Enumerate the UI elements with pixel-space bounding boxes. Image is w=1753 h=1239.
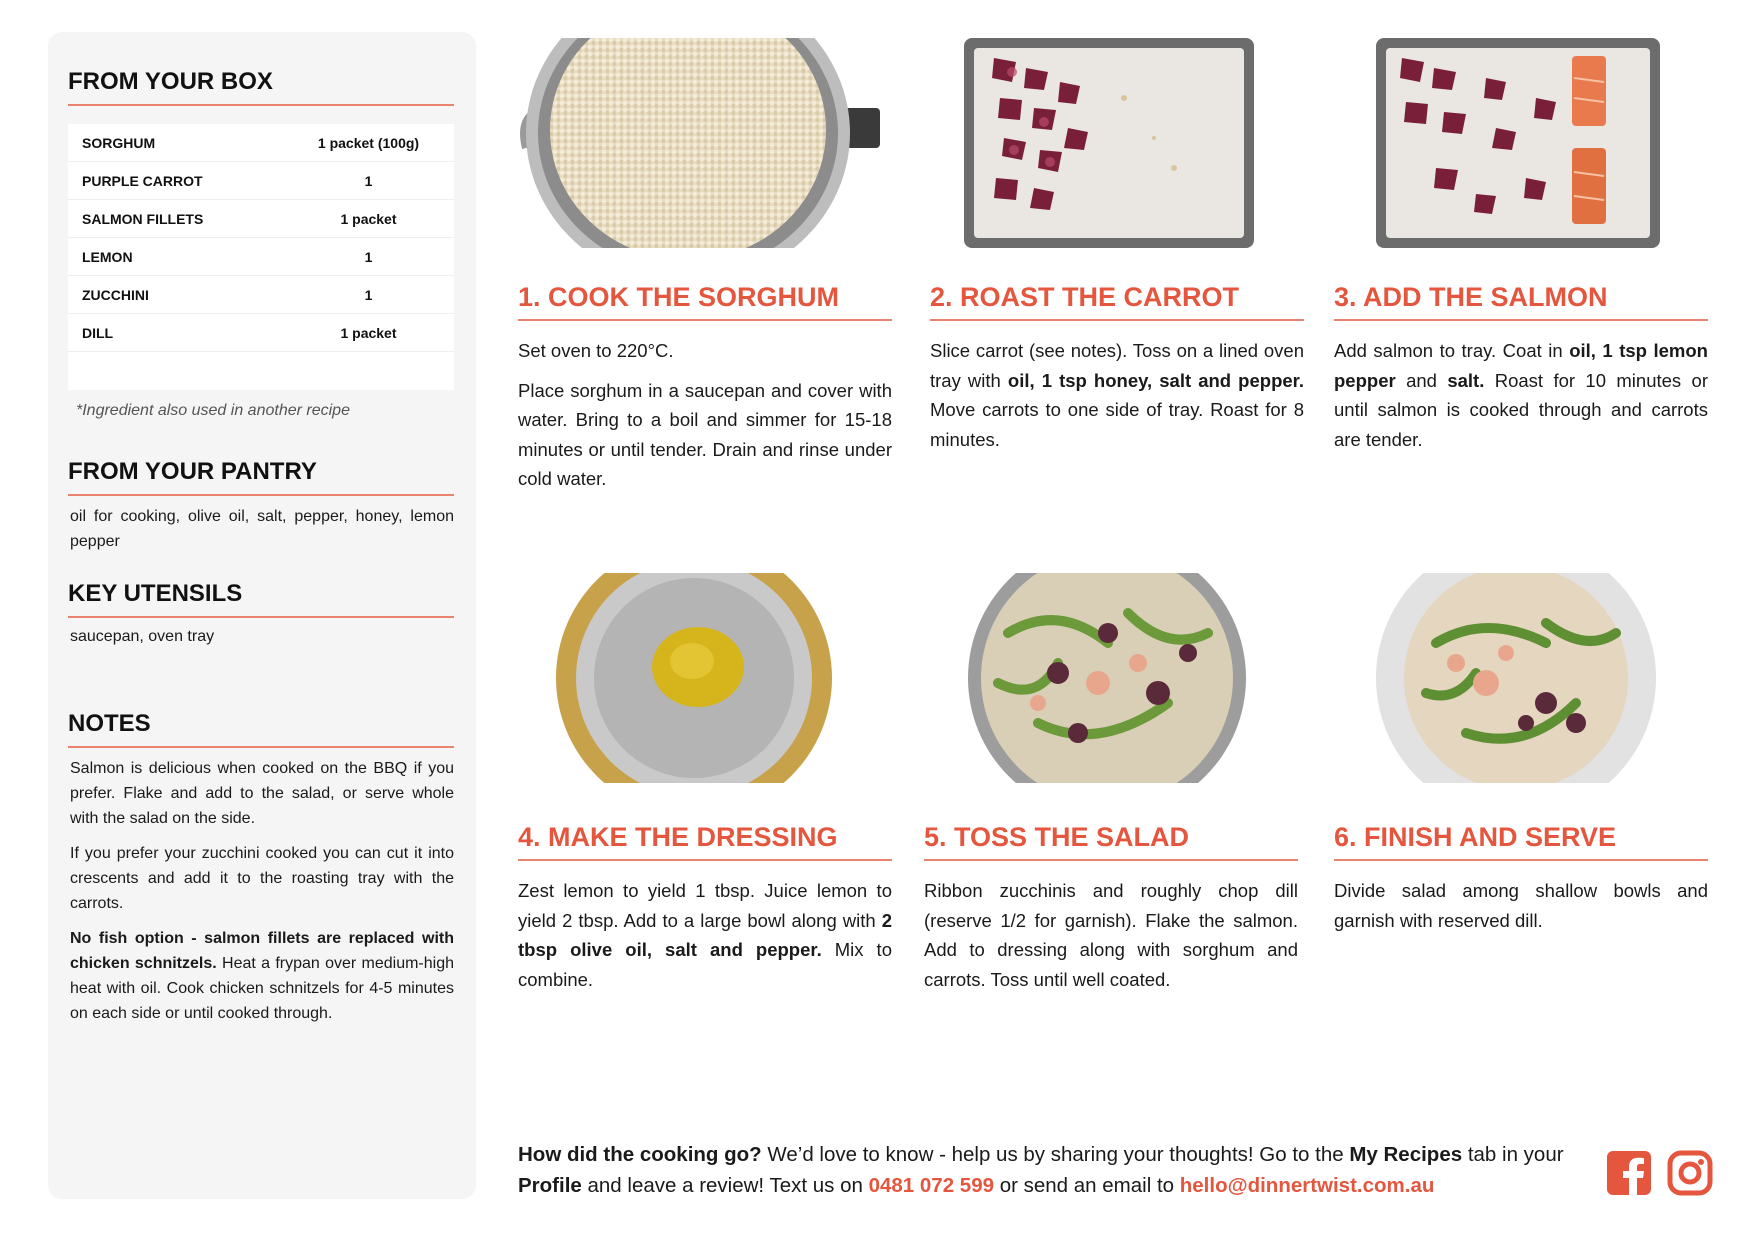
phone-link[interactable]: 0481 072 599: [868, 1174, 994, 1197]
ingredient-qty: 1: [364, 172, 373, 189]
feedback-question: How did the cooking go?: [518, 1143, 762, 1166]
ingredient-row: [68, 200, 454, 238]
step-text: Zest lemon to yield 1 tbsp. Juice lemon to yield 2 tbsp. Add to a large bowl along with: [518, 880, 892, 931]
step-text-bold: oil, 1 tsp honey, salt and pepper.: [1007, 369, 1304, 391]
step-3-photo: [1376, 38, 1660, 248]
ingredient-qty: 1: [364, 286, 373, 303]
ingredient-name: LEMON: [82, 248, 133, 265]
step-4-text: [518, 876, 892, 1004]
ingredient-qty: 1 packet: [340, 324, 397, 341]
note-text: Heat a frypan over medium-high heat with oil. Cook chicken schnitzels for 4-5 minutes on each side or until cooked through.: [70, 955, 454, 1022]
feedback-text: and leave a review! Text us on: [581, 1174, 869, 1197]
step-3-title: 3. ADD THE SALMON: [1334, 282, 1708, 321]
step-text: Mix to combine.: [518, 939, 892, 990]
step-6-text: [1334, 876, 1708, 945]
instagram-icon[interactable]: [1667, 1150, 1713, 1196]
ingredient-row: [68, 314, 454, 352]
step-text-bold: salt.: [1447, 369, 1485, 391]
ingredient-name: DILL: [82, 324, 114, 341]
utensils-text: saucepan, oven tray: [70, 628, 215, 645]
from-your-box-title: FROM YOUR BOX: [68, 68, 454, 106]
step-text-paragraph: Set oven to 220°C.: [518, 340, 674, 361]
step-text: Roast for 10 minutes or until salmon is cooked through and carrots are tender.: [1334, 369, 1708, 450]
step-text: Move carrots to one side of tray. Roast for 8 minutes.: [930, 399, 1304, 450]
note-paragraph: [70, 926, 454, 1026]
step-2-text: [930, 336, 1304, 464]
facebook-icon[interactable]: [1606, 1150, 1652, 1196]
step-text: and: [1395, 369, 1448, 391]
ingredient-row: [68, 162, 454, 200]
step-4-photo: [556, 573, 832, 783]
step-6-title: 6. FINISH AND SERVE: [1334, 822, 1708, 861]
step-1-photo: [518, 38, 882, 248]
step-6-photo: [1376, 573, 1656, 783]
step-text-paragraph: Divide salad among shallow bowls and garnish with reserved dill.: [1334, 880, 1708, 931]
step-3-text: [1334, 336, 1708, 464]
ingredient-qty: 1 packet (100g): [317, 134, 420, 151]
email-link[interactable]: hello@dinnertwist.com.au: [1179, 1174, 1435, 1197]
ingredient-row: [68, 238, 454, 276]
my-recipes-label: My Recipes: [1349, 1143, 1463, 1166]
ingredient-name: SORGHUM: [82, 134, 156, 151]
feedback-text: We’d love to know - help us by sharing your thoughts! Go to the: [761, 1143, 1350, 1166]
step-5-title: 5. TOSS THE SALAD: [924, 822, 1298, 861]
step-5-photo: [968, 573, 1246, 783]
step-text: Add salmon to tray. Coat in: [1334, 340, 1570, 361]
step-5-text: [924, 876, 1298, 1004]
ingredient-name: PURPLE CARROT: [82, 172, 203, 189]
step-text: Slice carrot (see notes). Toss on a lined oven tray with: [930, 340, 1304, 391]
note-paragraph: If you prefer your zucchini cooked you can cut it into crescents and add it to the roasting tray with the carrots.: [70, 845, 454, 912]
step-text-bold: oil, 1 tsp lemon pepper: [1334, 340, 1708, 391]
feedback-text: tab in your: [1462, 1143, 1564, 1166]
step-text-paragraph: [1334, 336, 1708, 454]
ingredient-name: SALMON FILLETS: [82, 210, 204, 227]
step-text-paragraph: Place sorghum in a saucepan and cover with water. Bring to a boil and simmer for 15-18 minutes or until tender. Drain and rinse under cold water.: [518, 379, 892, 489]
note-paragraph: Salmon is delicious when cooked on the BBQ if you prefer. Flake and add to the salad, or serve whole with the salad on the side.: [70, 760, 454, 827]
sidebar: [48, 32, 476, 1199]
notes-text: [70, 756, 454, 1036]
ingredient-footnote: *Ingredient also used in another recipe: [76, 402, 350, 419]
step-text-bold: 2 tbsp olive oil, salt and pepper.: [518, 909, 892, 960]
step-4-title: 4. MAKE THE DRESSING: [518, 822, 892, 861]
note-bold: No fish option - salmon fillets are replaced with chicken schnitzels.: [70, 930, 454, 972]
from-your-pantry-title: FROM YOUR PANTRY: [68, 458, 454, 496]
ingredient-qty: 1 packet: [340, 210, 397, 227]
ingredient-qty: 1: [364, 248, 373, 265]
step-text-paragraph: [518, 876, 892, 994]
step-text-paragraph: Ribbon zucchinis and roughly chop dill (reserve 1/2 for garnish). Flake the salmon. Add to dressing along with sorghum and carrots. Toss until well coated.: [924, 880, 1298, 990]
notes-title: NOTES: [68, 710, 454, 748]
step-1-text: [518, 336, 892, 504]
step-text-paragraph: [930, 336, 1304, 454]
feedback-message: [518, 1139, 1578, 1201]
ingredients-table: [68, 124, 454, 390]
step-2-photo: [964, 38, 1254, 248]
step-2-title: 2. ROAST THE CARROT: [930, 282, 1304, 321]
pantry-text: oil for cooking, olive oil, salt, pepper, honey, lemon pepper: [70, 508, 454, 550]
step-1-title: 1. COOK THE SORGHUM: [518, 282, 892, 321]
ingredient-row: [68, 124, 454, 162]
ingredient-row: [68, 276, 454, 314]
profile-label: Profile: [518, 1174, 582, 1197]
feedback-text: or send an email to: [994, 1174, 1180, 1197]
ingredient-name: ZUCCHINI: [82, 286, 149, 303]
key-utensils-title: KEY UTENSILS: [68, 580, 454, 618]
